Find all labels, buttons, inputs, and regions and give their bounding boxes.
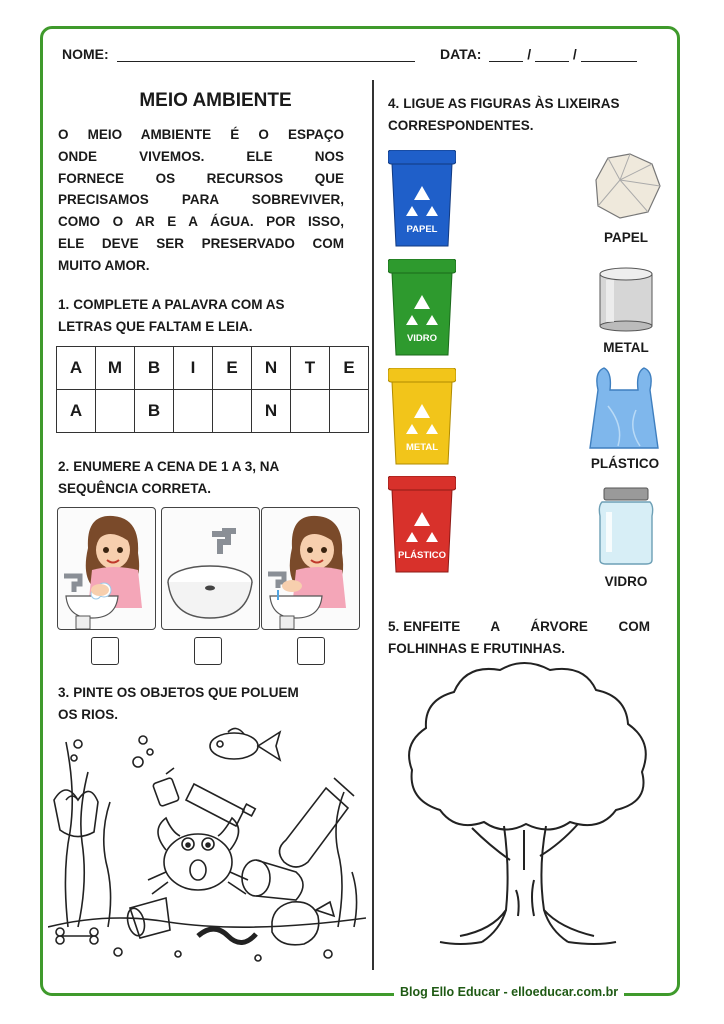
intro-line: MUITO AMOR. (58, 257, 150, 273)
question-number: 3. (58, 685, 70, 700)
scene-number-box-2[interactable] (194, 637, 222, 665)
letter-blank-cell[interactable] (174, 390, 213, 433)
question-text: SEQUÊNCIA CORRETA. (58, 480, 212, 496)
intro-line: FORNECE OS RECURSOS QUE (58, 170, 344, 186)
crab-icon (148, 818, 248, 894)
bin-label: PLÁSTICO (397, 550, 447, 561)
intro-line: ELE DEVE SER PRESERVADO COM (58, 235, 344, 251)
question-text: COMPLETE A PALAVRA COM AS (73, 297, 285, 312)
object-label: PLÁSTICO (590, 456, 660, 471)
object-label: PAPEL (603, 230, 648, 245)
letter-cell: M (96, 347, 135, 390)
word-grid (56, 346, 369, 433)
tin-can-icon[interactable] (598, 266, 654, 332)
tree-outline-icon[interactable] (400, 660, 660, 960)
letter-cell: E (213, 347, 252, 390)
crumpled-paper-icon[interactable] (586, 150, 666, 222)
letter-blank-cell[interactable] (213, 390, 252, 433)
word-row-partial (57, 390, 369, 433)
question-number: 5. (388, 619, 400, 634)
letter-cell: E (330, 347, 369, 390)
question-number: 1. (58, 297, 70, 312)
question-3 (58, 682, 348, 725)
plastic-bottle-icon (186, 784, 255, 826)
question-text: ENFEITE A ÁRVORE COM (403, 619, 650, 634)
date-sep: / (527, 46, 532, 62)
date-month-line[interactable] (535, 47, 569, 62)
girl-rinsing-icon (262, 508, 359, 629)
question-text: LIGUE AS FIGURAS ÀS LIXEIRAS (403, 96, 620, 111)
name-field[interactable] (62, 46, 415, 62)
question-number: 2. (58, 459, 70, 474)
name-label: NOME: (62, 46, 109, 62)
bin-label: METAL (405, 442, 438, 453)
footer-credit: Blog Ello Educar - elloeducar.com.br (394, 983, 624, 1001)
bone-icon (56, 928, 98, 944)
question-number: 4. (388, 96, 400, 111)
scene-number-box-1[interactable] (91, 637, 119, 665)
fish-icon (210, 728, 280, 760)
scene-washing-soap (57, 507, 156, 630)
letter-cell: A (57, 347, 96, 390)
bin-plastic[interactable] (388, 476, 456, 574)
object-label: METAL (603, 340, 649, 355)
date-field[interactable] (440, 46, 637, 62)
intro-line: O MEIO AMBIENTE É O ESPAÇO (58, 127, 344, 142)
letter-cell: N (252, 347, 291, 390)
name-line[interactable] (117, 47, 415, 62)
scene-rinsing-hands (261, 507, 360, 630)
letter-cell: B (135, 390, 174, 433)
question-1 (58, 294, 348, 337)
question-2 (58, 456, 348, 499)
letter-cell: T (291, 347, 330, 390)
bin-label: VIDRO (406, 333, 438, 344)
spray-can-icon (152, 768, 179, 807)
date-year-line[interactable] (581, 47, 637, 62)
question-5 (388, 616, 650, 659)
letter-blank-cell[interactable] (96, 390, 135, 433)
column-divider (372, 80, 374, 970)
glass-jar-icon[interactable] (598, 486, 654, 566)
page-title: MEIO AMBIENTE (139, 90, 292, 111)
intro-line: PRECISAMOS PARA SOBREVIVER, (58, 192, 344, 208)
question-text: LETRAS QUE FALTAM E LEIA. (58, 318, 253, 334)
girl-washing-icon (58, 508, 155, 629)
question-text: PINTE OS OBJETOS QUE POLUEM (73, 685, 299, 700)
plastic-bag-icon (54, 790, 98, 837)
object-label: VIDRO (604, 574, 648, 589)
date-day-line[interactable] (489, 47, 523, 62)
bin-metal[interactable] (388, 368, 456, 466)
intro-paragraph (58, 124, 344, 277)
question-text: ENUMERE A CENA DE 1 A 3, NA (73, 459, 280, 474)
letter-cell: B (135, 347, 174, 390)
letter-cell: N (252, 390, 291, 433)
bin-label: PAPEL (406, 224, 438, 235)
tin-can-icon (242, 860, 303, 900)
letter-blank-cell[interactable] (330, 390, 369, 433)
date-sep: / (572, 46, 577, 62)
scene-empty-sink (161, 507, 260, 630)
letter-cell: I (174, 347, 213, 390)
glass-bottle-icon (279, 778, 354, 867)
river-coloring-scene[interactable] (48, 722, 366, 972)
question-text: CORRESPONDENTES. (388, 117, 534, 133)
letter-cell: A (57, 390, 96, 433)
plastic-bag-icon[interactable] (588, 366, 660, 450)
bin-paper[interactable] (388, 150, 456, 248)
sink-icon (162, 508, 259, 629)
bin-glass[interactable] (388, 259, 456, 357)
question-text: FOLHINHAS E FRUTINHAS. (388, 640, 565, 656)
intro-line: COMO O AR E A ÁGUA. POR ISSO, (58, 214, 344, 230)
scene-number-box-3[interactable] (297, 637, 325, 665)
intro-line: ONDE VIVEMOS. ELE NOS (58, 148, 344, 164)
date-label: DATA: (440, 46, 482, 62)
word-row-full (57, 347, 369, 390)
question-text: OS RIOS. (58, 706, 119, 722)
worm-icon (198, 929, 256, 943)
question-4 (388, 93, 658, 136)
letter-blank-cell[interactable] (291, 390, 330, 433)
